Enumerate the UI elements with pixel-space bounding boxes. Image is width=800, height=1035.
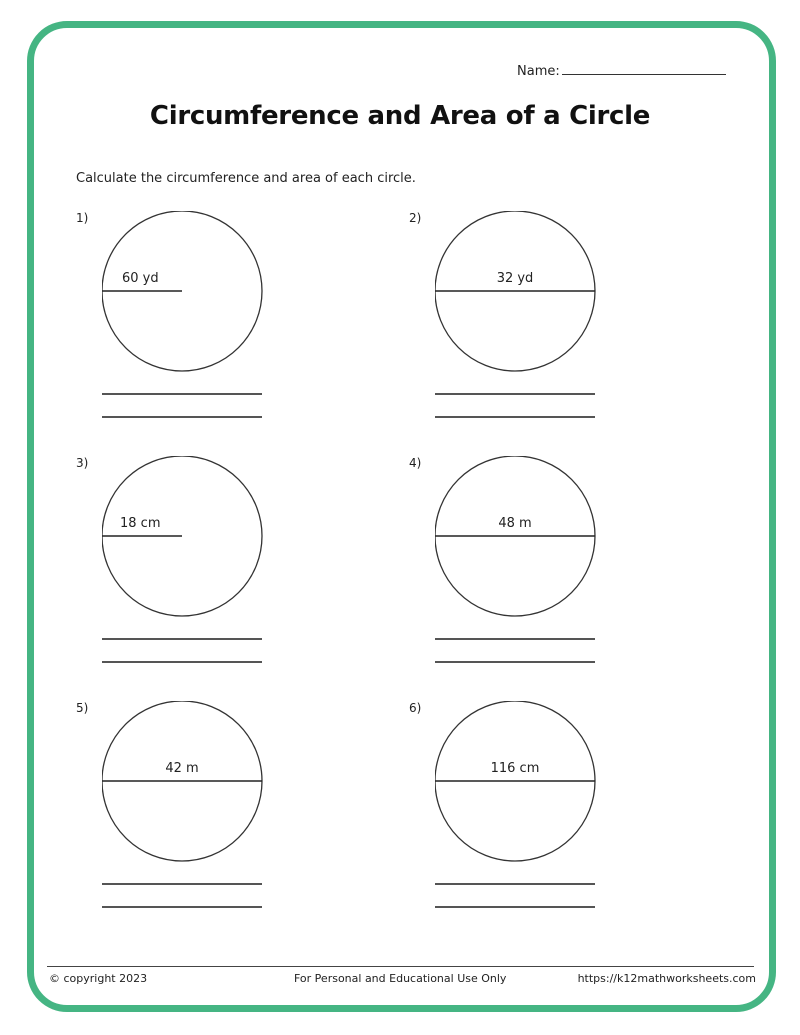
circle-diagram — [102, 456, 266, 620]
footer-url[interactable]: https://k12mathworksheets.com — [577, 972, 756, 985]
problem-1 — [76, 211, 376, 441]
circumference-answer-line[interactable] — [102, 393, 262, 395]
problem-number: 2) — [409, 211, 422, 225]
problem-4 — [409, 456, 709, 686]
problem-number: 3) — [76, 456, 89, 470]
circumference-answer-line[interactable] — [102, 638, 262, 640]
instructions: Calculate the circumference and area of each circle. — [76, 171, 416, 186]
circle-diagram — [435, 701, 599, 865]
problem-2 — [409, 211, 709, 441]
measure-label: 42 m — [165, 761, 199, 776]
circumference-answer-line[interactable] — [435, 393, 595, 395]
measure-label: 32 yd — [496, 271, 534, 286]
problem-3 — [76, 456, 376, 686]
measure-label: 60 yd — [122, 271, 159, 286]
area-answer-line[interactable] — [102, 416, 262, 418]
footer-copyright: © copyright 2023 — [49, 972, 148, 985]
problem-5 — [76, 701, 376, 931]
footer-divider — [47, 966, 754, 967]
area-answer-line[interactable] — [435, 661, 595, 663]
area-answer-line[interactable] — [435, 416, 595, 418]
circle-diagram — [102, 211, 266, 375]
name-blank[interactable] — [562, 62, 726, 75]
area-answer-line[interactable] — [102, 661, 262, 663]
measure-label: 18 cm — [120, 516, 161, 531]
circumference-answer-line[interactable] — [435, 883, 595, 885]
problem-6 — [409, 701, 709, 931]
problem-number: 4) — [409, 456, 422, 470]
name-label: Name: — [517, 64, 560, 79]
circumference-answer-line[interactable] — [435, 638, 595, 640]
area-answer-line[interactable] — [435, 906, 595, 908]
circumference-answer-line[interactable] — [102, 883, 262, 885]
problem-number: 6) — [409, 701, 422, 715]
problem-number: 1) — [76, 211, 89, 225]
circle-diagram — [102, 701, 266, 865]
area-answer-line[interactable] — [102, 906, 262, 908]
measure-label: 116 cm — [490, 761, 540, 776]
measure-label: 48 m — [498, 516, 532, 531]
name-field[interactable] — [517, 62, 726, 79]
circle-diagram — [435, 456, 599, 620]
circle-diagram — [435, 211, 599, 375]
footer-usage: For Personal and Educational Use Only — [294, 972, 507, 985]
problem-number: 5) — [76, 701, 89, 715]
page-title: Circumference and Area of a Circle — [149, 101, 651, 131]
